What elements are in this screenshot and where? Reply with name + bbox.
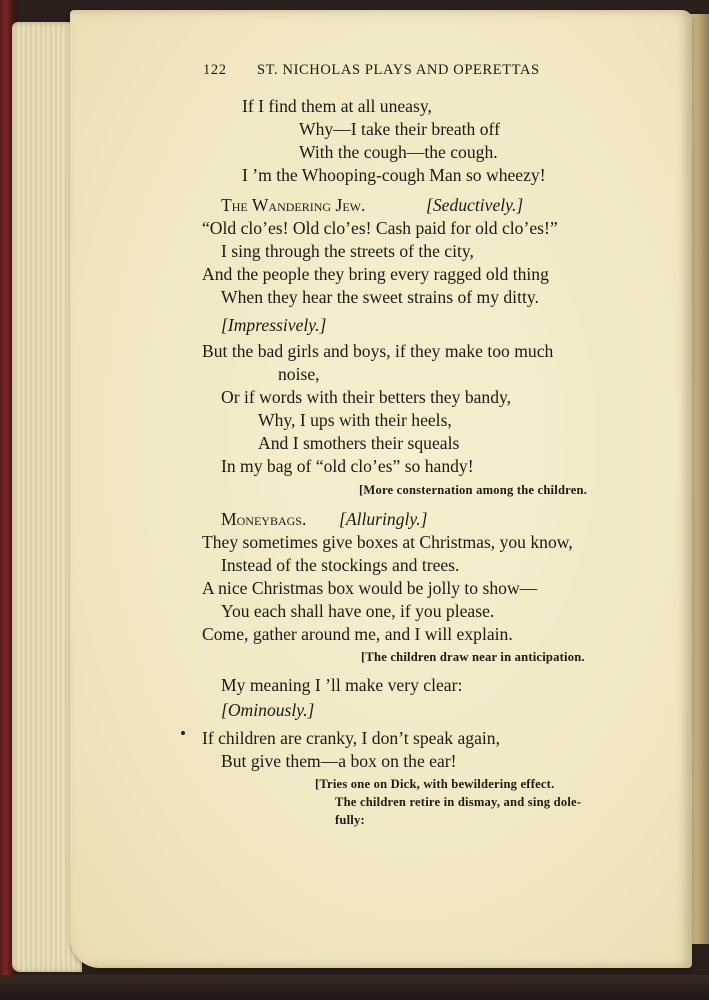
stage-direction: [The children draw near in anticipation. xyxy=(361,650,585,664)
verse-line: And I smothers their squeals xyxy=(258,433,460,453)
verse-line: With the cough—the cough. xyxy=(299,142,498,162)
verse-line: If I find them at all uneasy, xyxy=(242,96,432,116)
verse-line: I ’m the Whooping-cough Man so wheezy! xyxy=(242,165,546,185)
stage-direction: [More consternation among the children. xyxy=(359,483,588,497)
verse-line: I sing through the streets of the city, xyxy=(221,241,474,261)
right-page-edge xyxy=(690,14,709,944)
speaker-name: The Wandering Jew. xyxy=(221,195,366,215)
stage-direction: [Tries one on Dick, with bewildering effect. xyxy=(315,777,555,791)
verse-line: But give them—a box on the ear! xyxy=(221,751,457,771)
verse-line: Or if words with their betters they bandy, xyxy=(221,387,512,407)
stage-direction: fully: xyxy=(335,813,365,827)
running-title: ST. NICHOLAS PLAYS AND OPERETTAS xyxy=(257,62,540,78)
verse-line: In my bag of “old clo’es” so handy! xyxy=(221,456,474,476)
verse-line: If children are cranky, I don’t speak again, xyxy=(202,728,500,748)
ink-speck xyxy=(181,731,185,735)
page-number: 122 xyxy=(203,62,227,78)
verse-line: A nice Christmas box would be jolly to show— xyxy=(202,578,538,598)
stage-direction: [Seductively.] xyxy=(426,195,524,215)
verse-line: Why—I take their breath off xyxy=(299,119,500,139)
verse-line: And the people they bring every ragged old thing xyxy=(202,264,549,284)
verse-line: When they hear the sweet strains of my ditty. xyxy=(221,287,539,307)
verse-line: Instead of the stockings and trees. xyxy=(221,555,460,575)
speaker-name: Moneybags. xyxy=(221,509,307,529)
verse-line: You each shall have one, if you please. xyxy=(221,601,495,621)
stage-direction: [Ominously.] xyxy=(221,700,315,720)
verse-line: noise, xyxy=(278,364,320,384)
verse-line: My meaning I ’ll make very clear: xyxy=(221,675,463,695)
verse-line: Come, gather around me, and I will explain. xyxy=(202,624,513,644)
verse-line: Why, I ups with their heels, xyxy=(258,410,452,430)
stage-direction: [Impressively.] xyxy=(221,315,327,335)
verse-line: They sometimes give boxes at Christmas, you know, xyxy=(202,532,573,552)
stage-direction: The children retire in dismay, and sing dole- xyxy=(335,795,582,809)
book-page xyxy=(70,10,692,968)
stage-direction: [Alluringly.] xyxy=(339,509,428,529)
verse-line: But the bad girls and boys, if they make too much xyxy=(202,341,554,361)
book-cover-bottom xyxy=(0,975,709,1000)
verse-line: “Old clo’es! Old clo’es! Cash paid for old clo’es!” xyxy=(202,218,558,238)
